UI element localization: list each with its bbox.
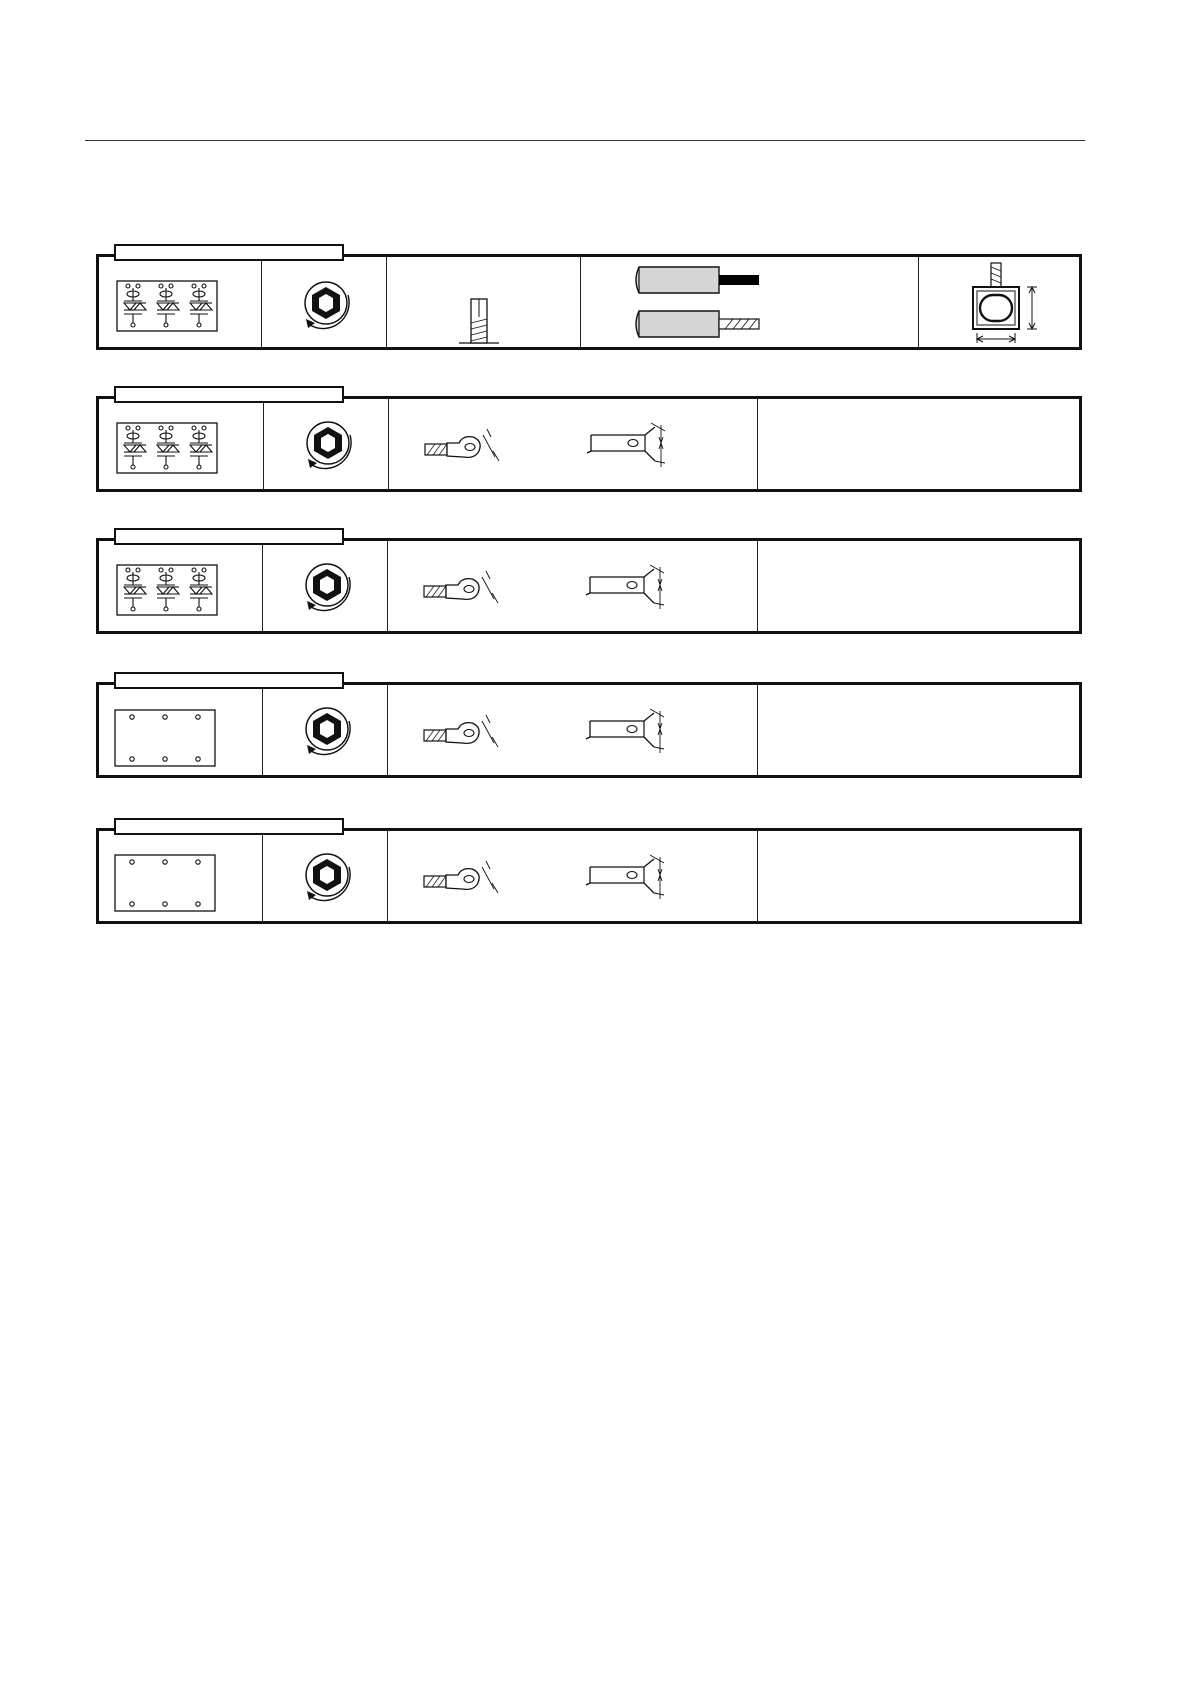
- hex-torque-icon: [263, 541, 388, 637]
- tool-cell: [263, 399, 388, 489]
- connector-cell: [387, 541, 757, 631]
- cable-strip-icon: [581, 257, 919, 353]
- thyristor-bridge-icon: [99, 399, 263, 495]
- block-panel: [96, 828, 1082, 924]
- hex-torque-icon: [263, 685, 388, 781]
- module-cell: [99, 541, 262, 631]
- tool-cell: [262, 541, 387, 631]
- block-tab: [114, 818, 344, 835]
- busbar-icon: [388, 541, 758, 637]
- module-cell: [99, 257, 261, 347]
- blank-cell: [757, 541, 1085, 631]
- connector-cell: [388, 399, 757, 489]
- six-terminal-block-icon: [99, 831, 262, 927]
- module-cell: [99, 685, 262, 775]
- box-clamp-icon: [919, 257, 1086, 353]
- block-tab: [114, 244, 344, 261]
- module-cell: [99, 399, 263, 489]
- blank-cell: [757, 831, 1085, 921]
- hex-torque-icon: [263, 831, 388, 927]
- module-cell: [99, 831, 262, 921]
- screw-cell: [386, 257, 580, 347]
- block-panel: [96, 682, 1082, 778]
- terminal-block-3: [96, 538, 1082, 634]
- clamp-cell: [918, 257, 1085, 347]
- hex-torque-icon: [262, 257, 387, 353]
- block-panel: [96, 254, 1082, 350]
- block-tab: [114, 672, 344, 689]
- block-panel: [96, 396, 1082, 492]
- terminal-screw-icon: [387, 257, 581, 353]
- busbar-icon: [388, 685, 758, 781]
- tool-cell: [261, 257, 386, 347]
- thyristor-bridge-icon: [99, 257, 261, 353]
- terminal-block-5: [96, 828, 1082, 924]
- top-rule: [85, 140, 1085, 141]
- terminal-block-1: [96, 254, 1082, 350]
- blank-cell: [757, 399, 1085, 489]
- terminal-block-2: [96, 396, 1082, 492]
- thyristor-bridge-icon: [99, 541, 262, 637]
- cable-strip-cell: [580, 257, 918, 347]
- busbar-icon: [388, 831, 758, 927]
- tool-cell: [262, 831, 387, 921]
- six-terminal-block-icon: [99, 685, 262, 781]
- block-panel: [96, 538, 1082, 634]
- terminal-block-4: [96, 682, 1082, 778]
- tool-cell: [262, 685, 387, 775]
- connector-cell: [387, 685, 757, 775]
- block-tab: [114, 528, 344, 545]
- block-tab: [114, 386, 344, 403]
- connector-cell: [387, 831, 757, 921]
- hex-torque-icon: [264, 399, 389, 495]
- blank-cell: [757, 685, 1085, 775]
- busbar-icon: [389, 399, 758, 495]
